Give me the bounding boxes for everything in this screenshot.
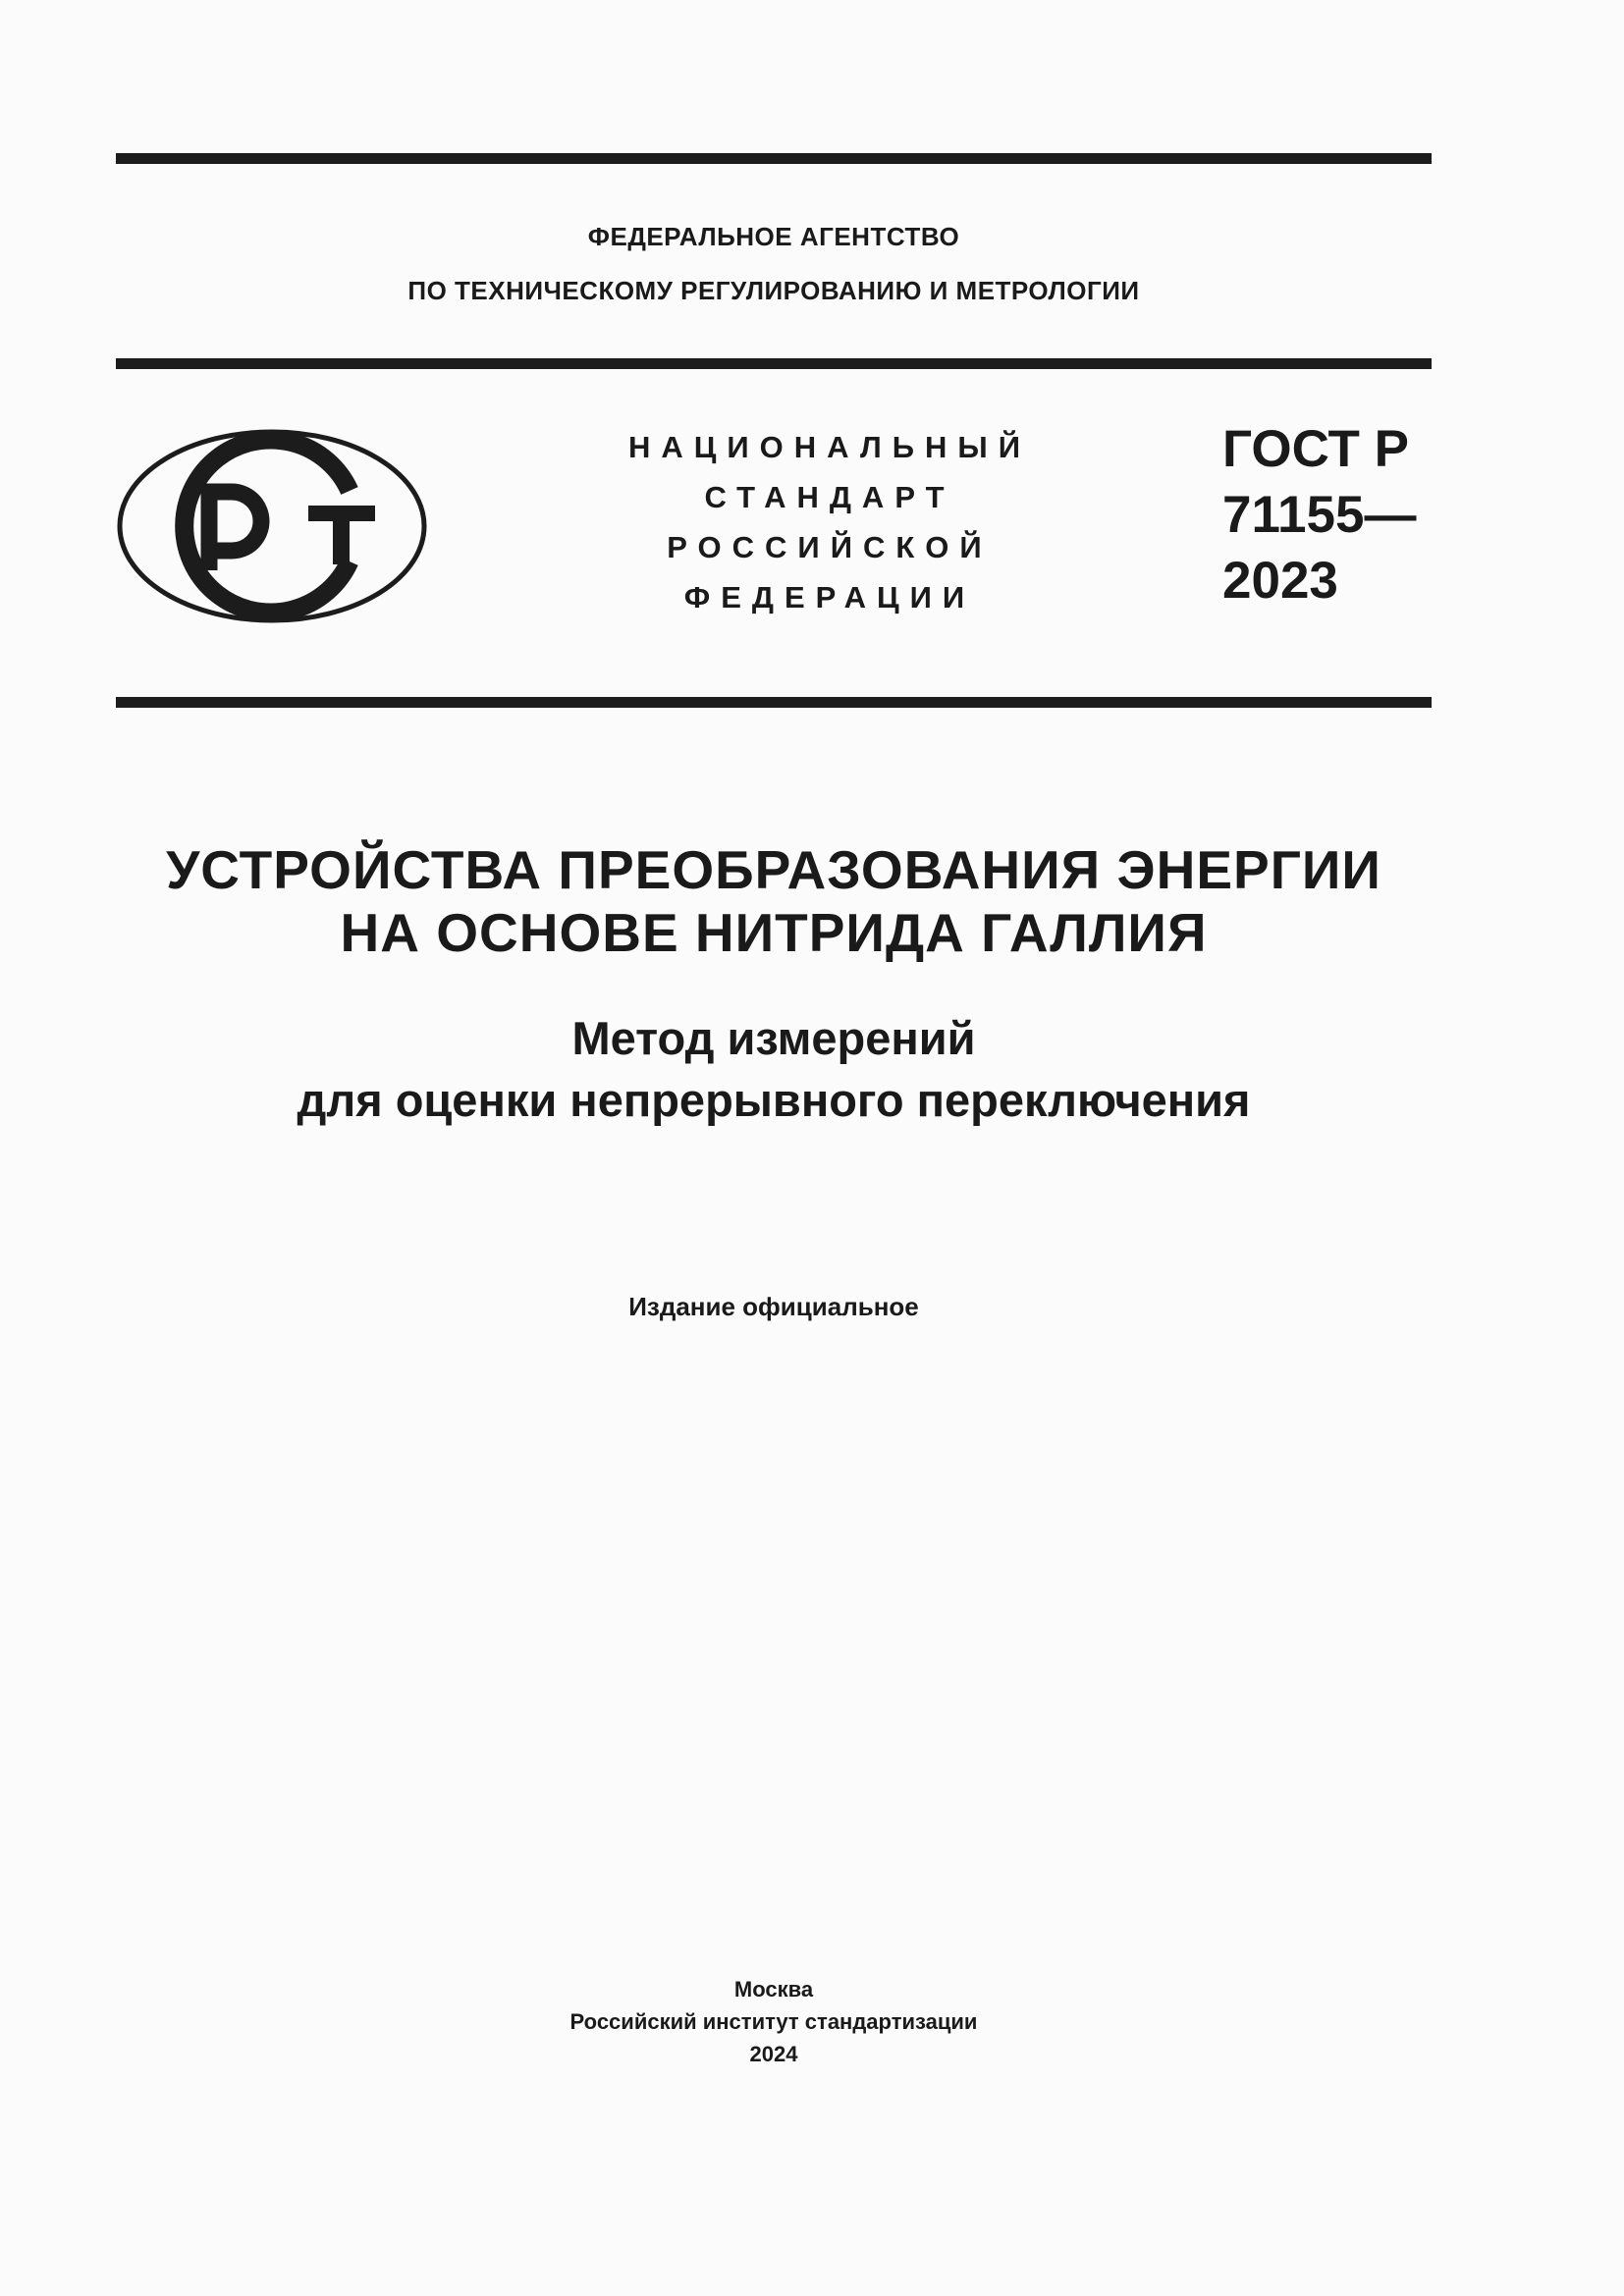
rst-certification-mark-icon xyxy=(116,428,428,624)
subtitle-line2: для оценки непрерывного переключения xyxy=(297,1074,1251,1126)
header-bottom-rule xyxy=(116,697,1432,708)
national-standard-line: ФЕДЕРАЦИИ xyxy=(683,580,976,614)
national-standard-line: НАЦИОНАЛЬНЫЙ xyxy=(627,430,1032,464)
subtitle-line1: Метод измерений xyxy=(571,1012,976,1064)
standard-designation xyxy=(1222,416,1416,614)
imprint xyxy=(116,1973,1432,2070)
top-rule xyxy=(116,153,1432,164)
imprint-city: Москва xyxy=(733,1977,814,2002)
designation-line1: ГОСТ Р xyxy=(1222,420,1409,478)
agency-name-line2: ПО ТЕХНИЧЕСКОМУ РЕГУЛИРОВАНИЮ И МЕТРОЛОГИИ xyxy=(407,276,1140,305)
national-standard-line: СТАНДАРТ xyxy=(704,480,955,514)
agency-bottom-rule xyxy=(116,358,1432,369)
document-title xyxy=(116,838,1432,964)
national-standard-line: РОССИЙСКОЙ xyxy=(667,530,993,564)
document-subtitle xyxy=(116,1007,1432,1131)
national-standard-label xyxy=(589,422,1070,622)
designation-line3: 2023 xyxy=(1222,552,1338,610)
title-line2: НА ОСНОВЕ НИТРИДА ГАЛЛИЯ xyxy=(340,902,1208,963)
edition-note: Издание официальное xyxy=(628,1292,919,1321)
designation-line2: 71155— xyxy=(1222,486,1417,544)
title-line1: УСТРОЙСТВА ПРЕОБРАЗОВАНИЯ ЭНЕРГИИ xyxy=(166,839,1381,900)
agency-name-line1: ФЕДЕРАЛЬНОЕ АГЕНТСТВО xyxy=(587,222,960,251)
imprint-year: 2024 xyxy=(749,2042,798,2066)
imprint-publisher: Российский институт стандартизации xyxy=(569,2009,978,2034)
